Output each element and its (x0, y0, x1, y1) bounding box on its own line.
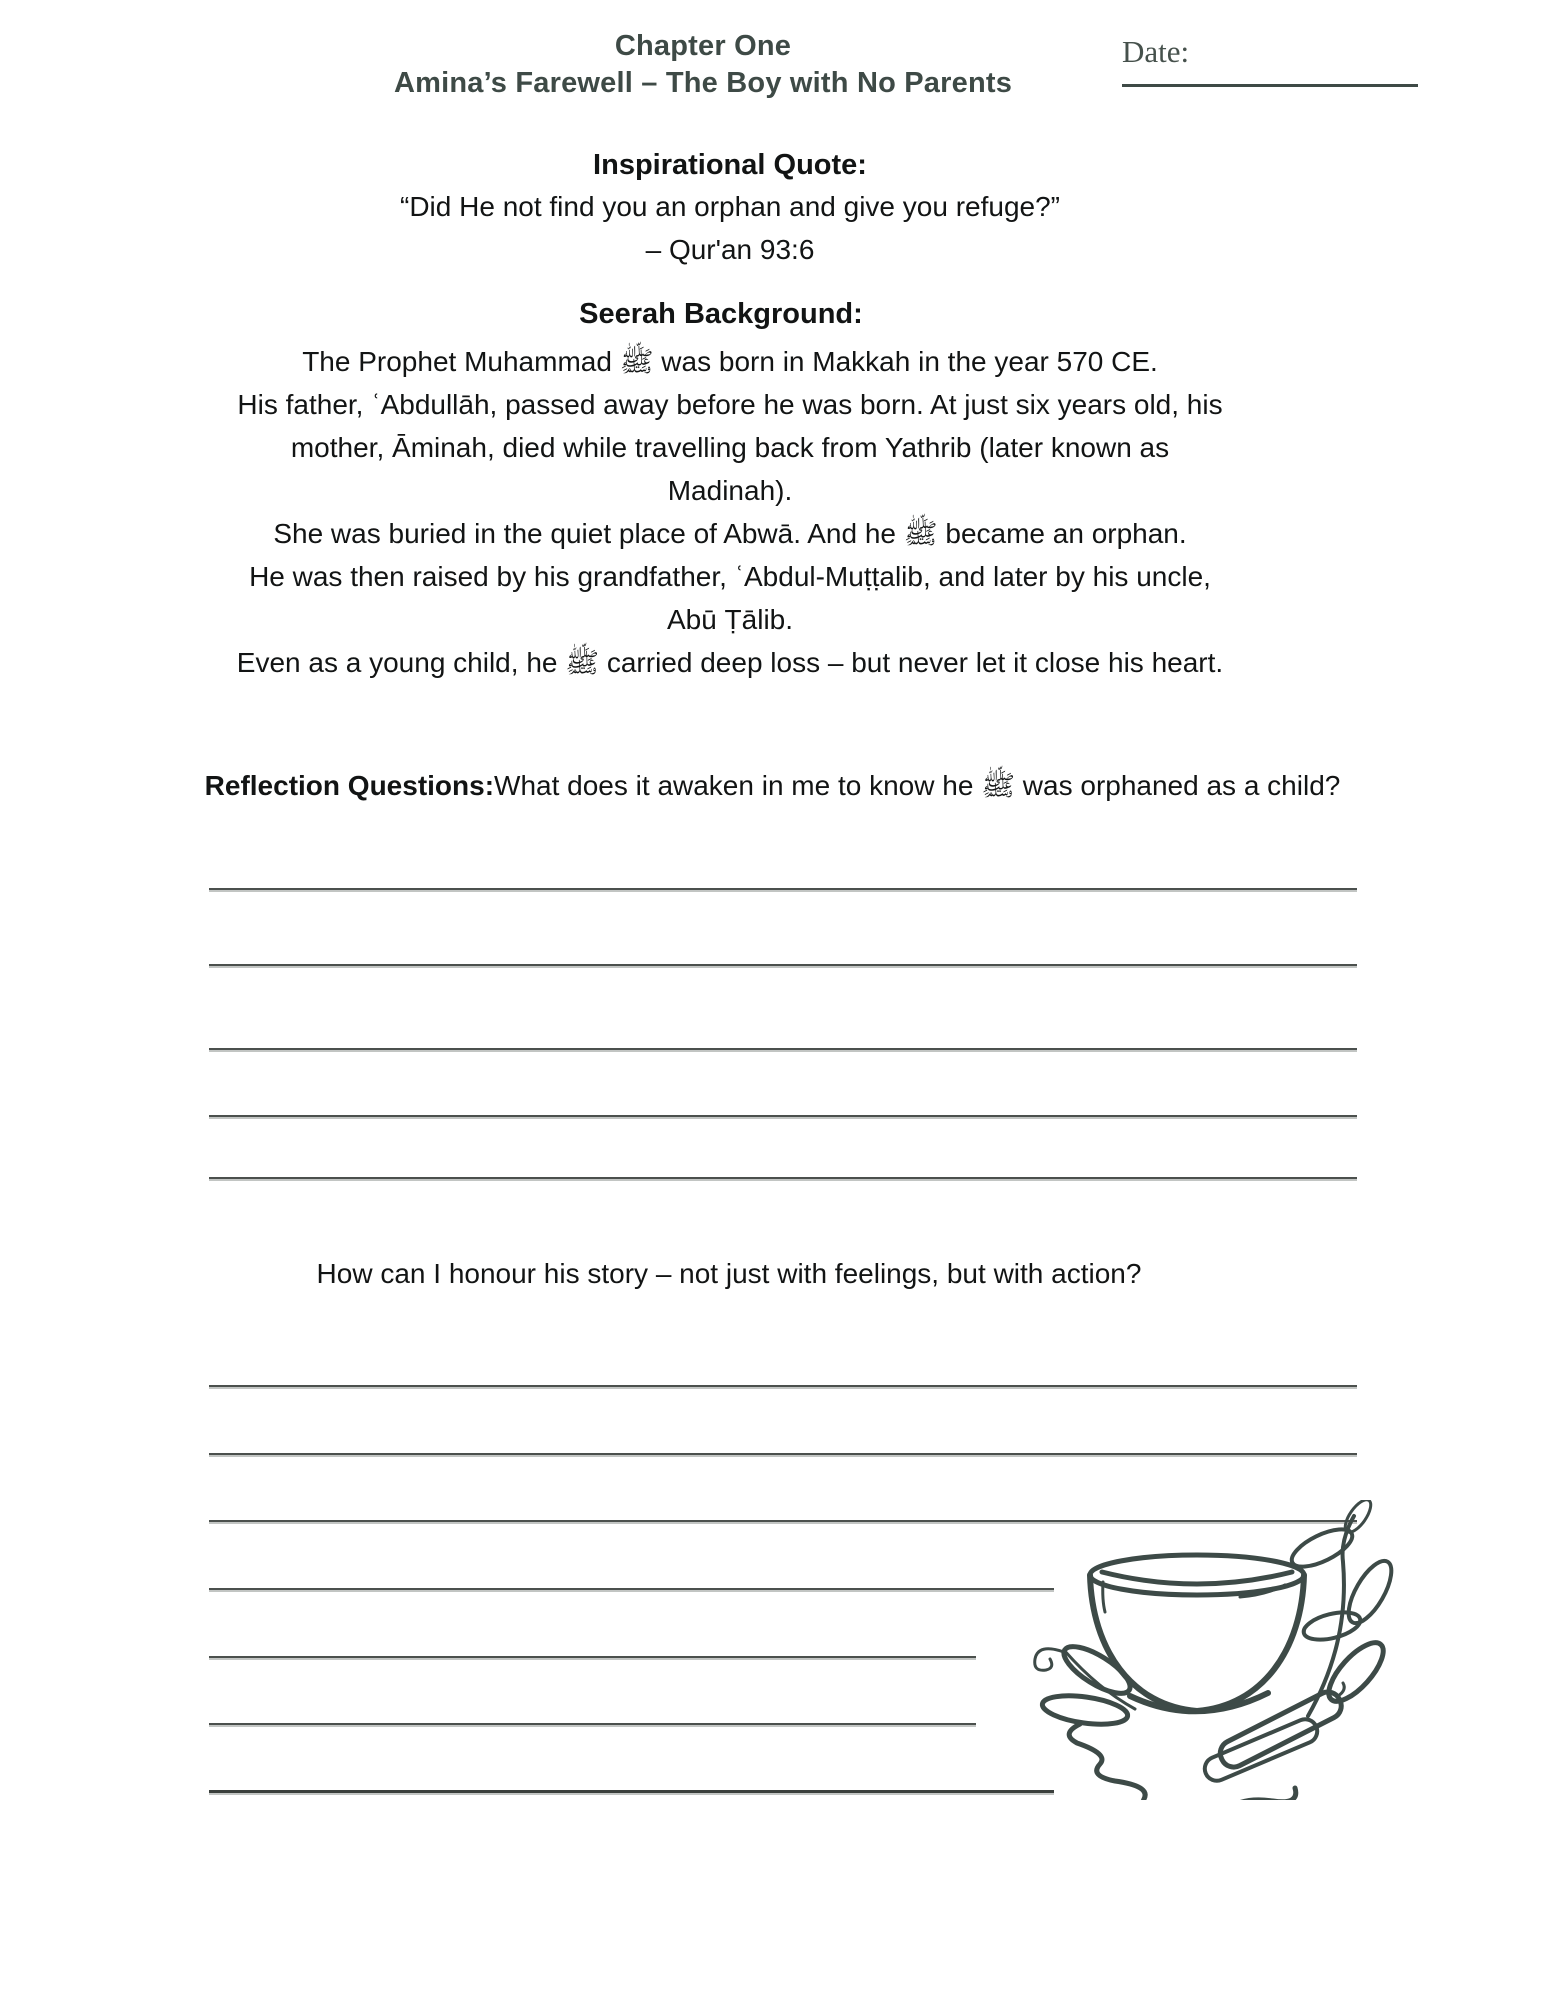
seerah-line: She was buried in the quiet place of Abwā. And he ﷺ became an orphan. (273, 518, 1187, 549)
date-fill-line (1122, 84, 1418, 87)
quote-attribution: – Qur'an 93:6 (645, 234, 815, 265)
page-title: Amina’s Farewell – The Boy with No Parents (393, 67, 1013, 99)
seerah-line: Even as a young child, he ﷺ carried deep loss – but never let it close his heart. (236, 647, 1224, 678)
writing-line (209, 1723, 976, 1725)
teacup-illustration (1002, 1500, 1402, 1800)
writing-line (209, 964, 1357, 966)
reflection-question-1 (0, 764, 1545, 807)
reflection-question-2: How can I honour his story – not just with feelings, but with action? (316, 1258, 1142, 1289)
date-label: Date: (1122, 34, 1190, 69)
quote-heading: Inspirational Quote: (593, 149, 867, 181)
writing-line (209, 1177, 1357, 1179)
seerah-line: Abū Ṭālib. (666, 604, 794, 635)
reflection-heading: Reflection Questions: (204, 770, 495, 801)
writing-line (209, 1385, 1357, 1387)
seerah-line: His father, ʿAbdullāh, passed away before he was born. At just six years old, his (237, 389, 1223, 420)
writing-line (209, 1048, 1357, 1050)
chapter-heading: Chapter One (614, 30, 792, 62)
page-header (0, 28, 1406, 102)
writing-line (209, 1588, 1054, 1590)
quote-text: “Did He not find you an orphan and give you refuge?” (400, 191, 1060, 222)
writing-line (209, 888, 1357, 890)
seerah-line: Madinah). (667, 475, 793, 506)
seerah-heading: Seerah Background: (579, 298, 863, 330)
seerah-line: mother, Āminah, died while travelling back from Yathrib (later known as (290, 432, 1170, 463)
writing-line (209, 1656, 976, 1658)
seerah-paragraph (0, 340, 1460, 684)
writing-line (209, 1453, 1357, 1455)
writing-line (209, 1115, 1357, 1117)
reflection-question-1-text: What does it awaken in me to know he ﷺ was orphaned as a child? (494, 770, 1341, 801)
writing-line (209, 1790, 1054, 1793)
seerah-line: He was then raised by his grandfather, ʿAbdul-Muṭṭalib, and later by his uncle, (249, 561, 1211, 592)
seerah-line: The Prophet Muhammad ﷺ was born in Makkah in the year 570 CE. (302, 346, 1158, 377)
